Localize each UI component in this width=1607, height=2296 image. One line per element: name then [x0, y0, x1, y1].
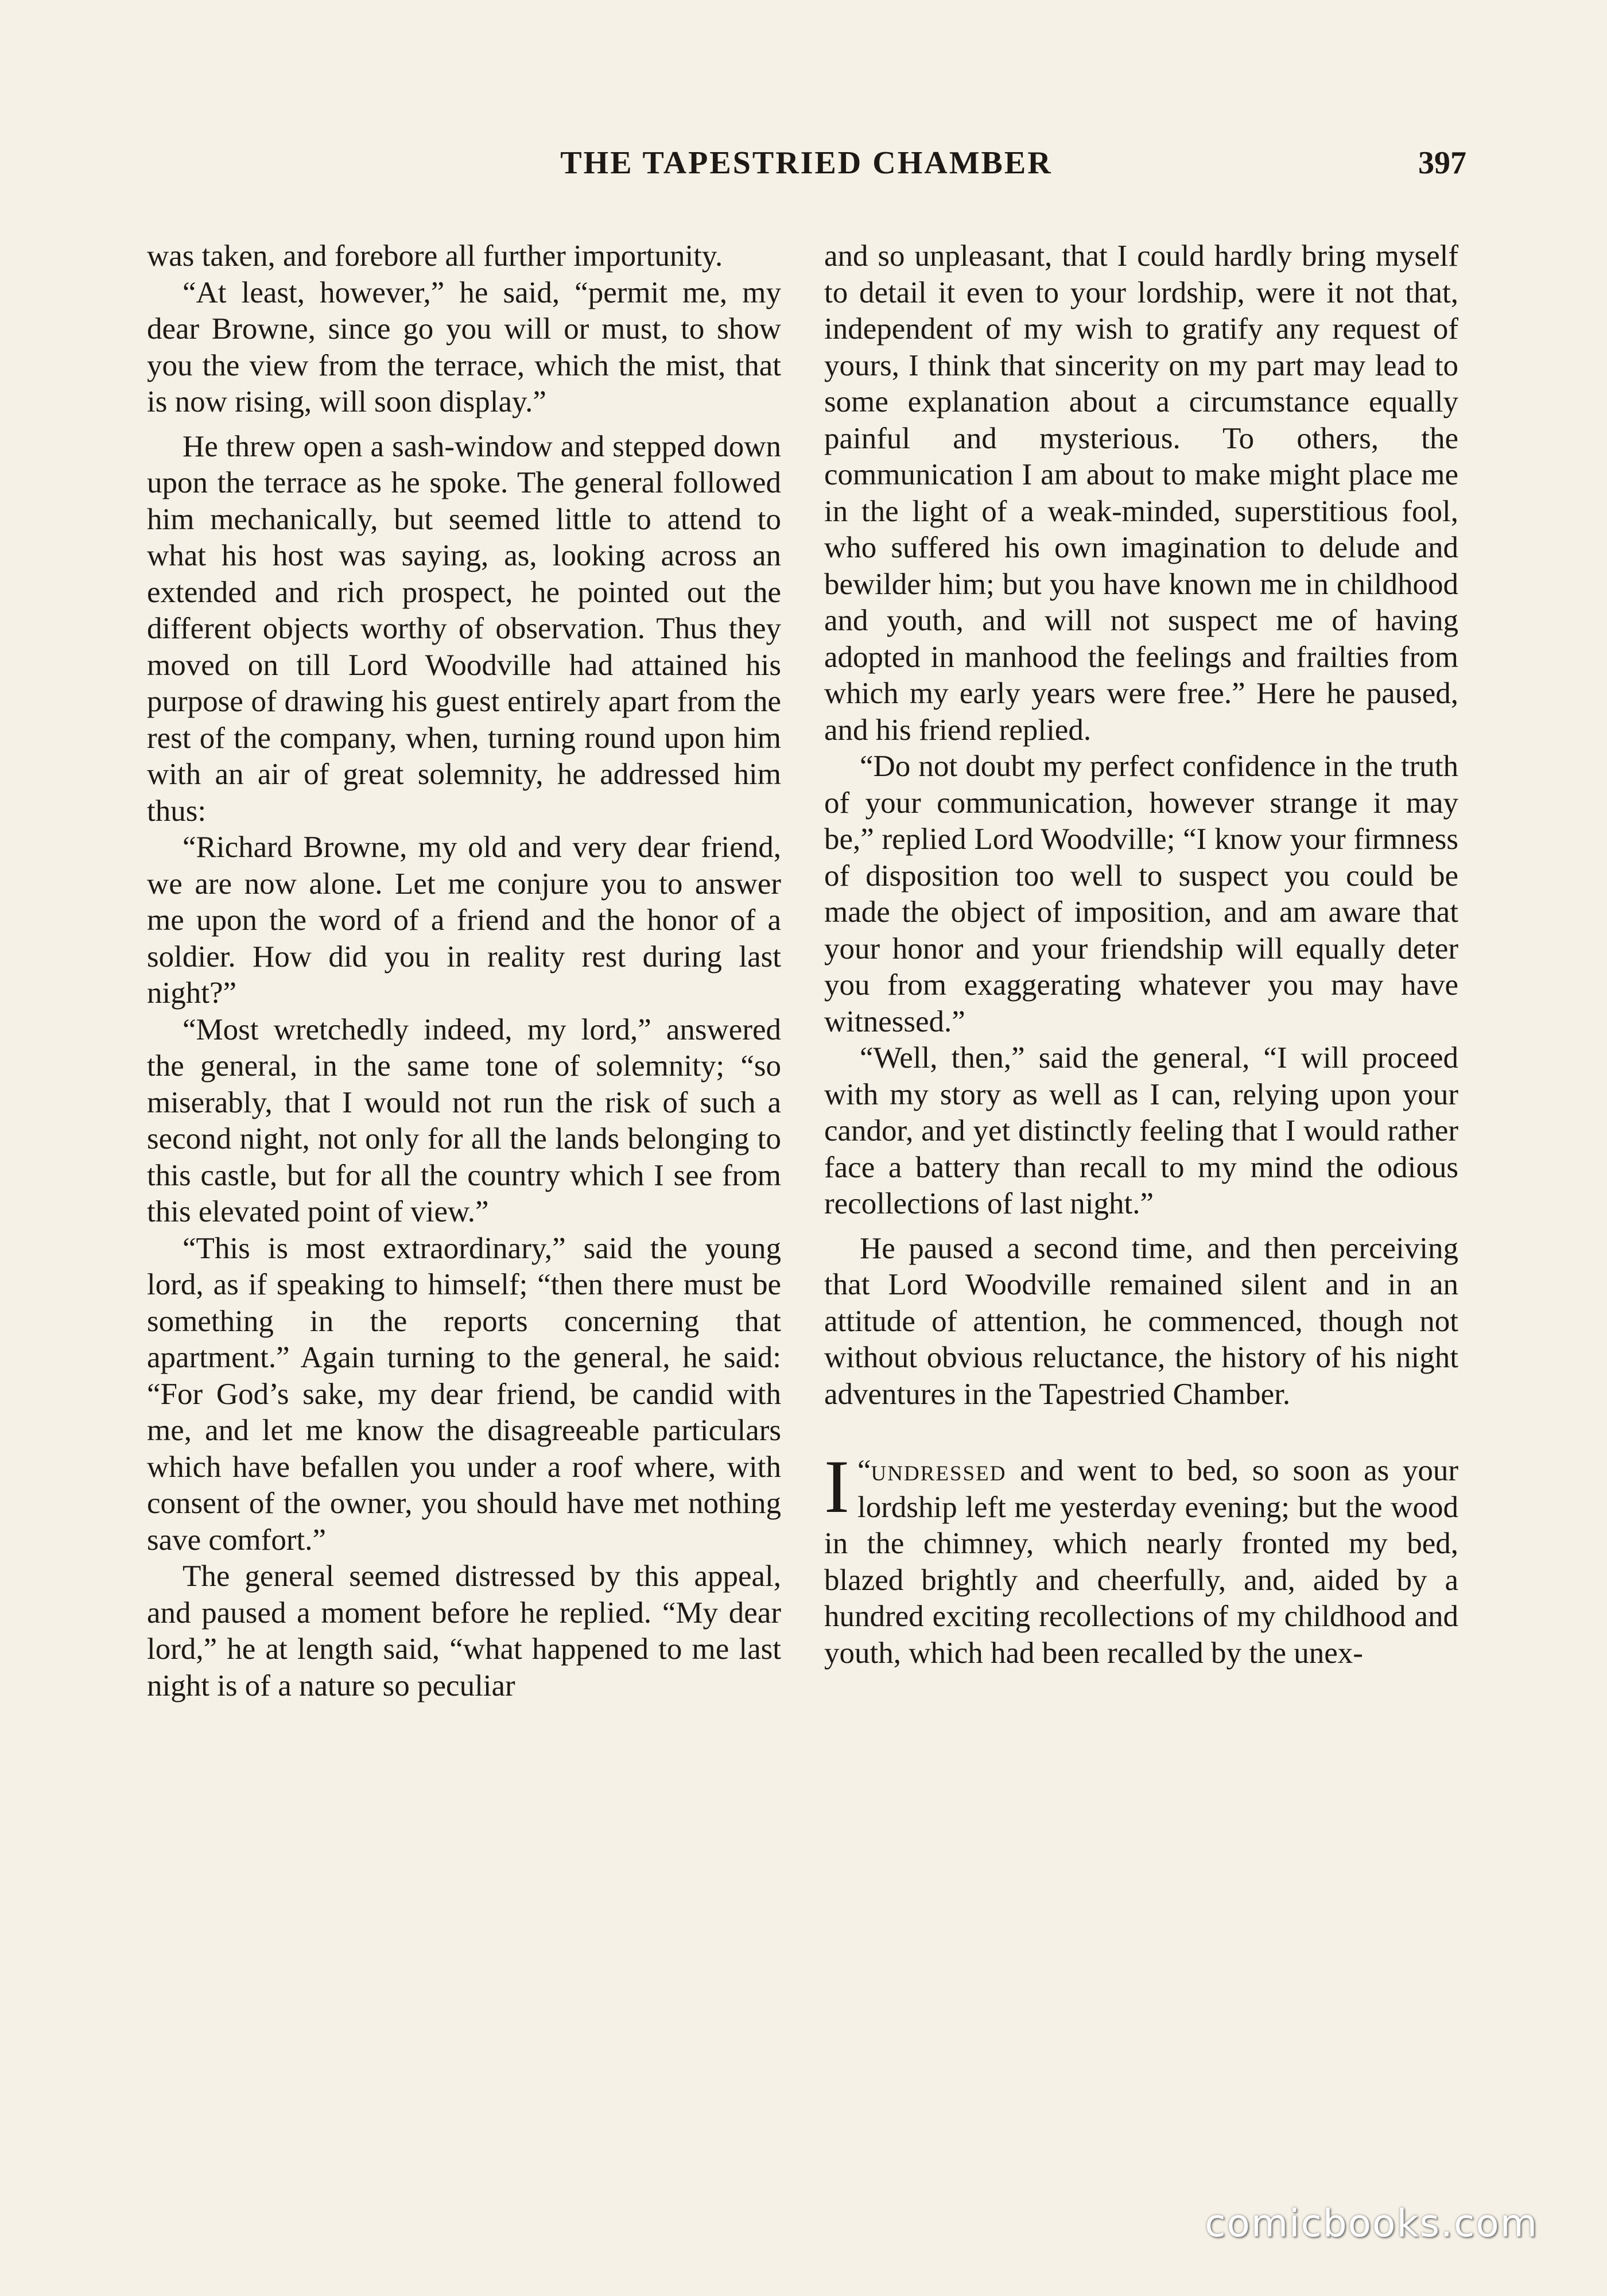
section-opening-paragraph [824, 1444, 1458, 1671]
paragraph: He paused a second time, and then perceiving that Lord Woodville remained silent and in an attitude of attention, he commenced, though not without obvious reluctance, the history of his night adventures in the Tapestried Chamber. [824, 1231, 1458, 1411]
site-watermark: comicbooks.com [1205, 2201, 1538, 2245]
right-column [824, 238, 1458, 1671]
paragraph: “Do not doubt my perfect confidence in the truth of your communication, however strange it may be,” replied Lord Woodville; “I know your firmness of disposition too well to suspect you could be made the object of imposition, and am aware that your honor and your friendship will equally deter you from exaggerating whatever you may have witnessed.” [824, 750, 1458, 1038]
paragraph: “Well, then,” said the general, “I will proceed with my story as well as I can, relying upon your candor, and yet distinctly feeling that I would rather face a battery than recall to my mind the odious recollections of last night.” [824, 1041, 1458, 1220]
paragraph: “Richard Browne, my old and very dear friend, we are now alone. Let me conjure you to answer me upon the word of a friend and the honor of a soldier. How did you in reality rest during last night?” [147, 831, 781, 1010]
paragraph: was taken, and forebore all further importunity. [147, 239, 723, 273]
small-caps-lead: undressed [871, 1454, 1007, 1487]
paragraph: “Most wretchedly indeed, my lord,” answered the general, in the same tone of solemnity; “so miserably, that I would not run the risk of such a second night, not only for all the lands belonging to this castle, but for all the country which I see from this elevated point of view.” [147, 1013, 781, 1228]
section-text: and went to bed, so soon as your lordship left me yesterday evening; but the wood in the chimney, which nearly fronted my bed, blazed brightly and cheerfully, and, aided by a hundred exciting recollections of my childhood and youth, which had been recalled by the unex- [824, 1454, 1458, 1670]
paragraph: The general seemed distressed by this appeal, and paused a moment before he replied. “My dear lord,” he at length said, “what happened to me last night is of a nature so peculiar [147, 1560, 781, 1702]
open-quote: “ [857, 1454, 871, 1487]
running-title: THE TAPESTRIED CHAMBER [560, 145, 1053, 181]
paragraph: “At least, however,” he said, “permit me, my dear Browne, since go you will or must, to show you the view from the terrace, which the mist, that is now rising, will soon display.” [147, 276, 781, 418]
paragraph: He threw open a sash-window and stepped down upon the terrace as he spoke. The general followed him mechanically, but seemed little to attend to what his host was saying, as, looking across an extended and rich prospect, he pointed out the different objects worthy of observation. Thus they moved on till Lord Woodville had attained his purpose of drawing his guest entirely apart from the rest of the company, when, turning round upon him with an air of great solemnity, he addressed him thus: [147, 429, 781, 828]
section-break [824, 1413, 1458, 1453]
drop-cap: I [824, 1444, 849, 1529]
paragraph: “This is most extraordinary,” said the young lord, as if speaking to himself; “then there must be something in the reports concerning that apartment.” Again turning to the general, he said: “For God’s sake, my dear friend, be candid with me, and let me know the disagreeable particulars which have befallen you under a roof where, with consent of the owner, you should have met nothing save comfort.” [147, 1231, 781, 1557]
page-header [146, 145, 1466, 191]
paragraph: and so unpleasant, that I could hardly bring myself to detail it even to your lordship, were it not that, independent of my wish to gratify any request of yours, I think that sincerity on my part may lead to some explanation about a circumstance equally painful and mysterious. To others, the communication I am about to make might place me in the light of a weak-minded, superstitious fool, who suffered his own imagination to delude and bewilder him; but you have known me in childhood and youth, and will not suspect me of having adopted in manhood the feelings and frailties from which my early years were free.” Here he paused, and his friend replied. [824, 239, 1458, 747]
page-number: 397 [1418, 145, 1466, 181]
left-column [147, 238, 781, 1704]
